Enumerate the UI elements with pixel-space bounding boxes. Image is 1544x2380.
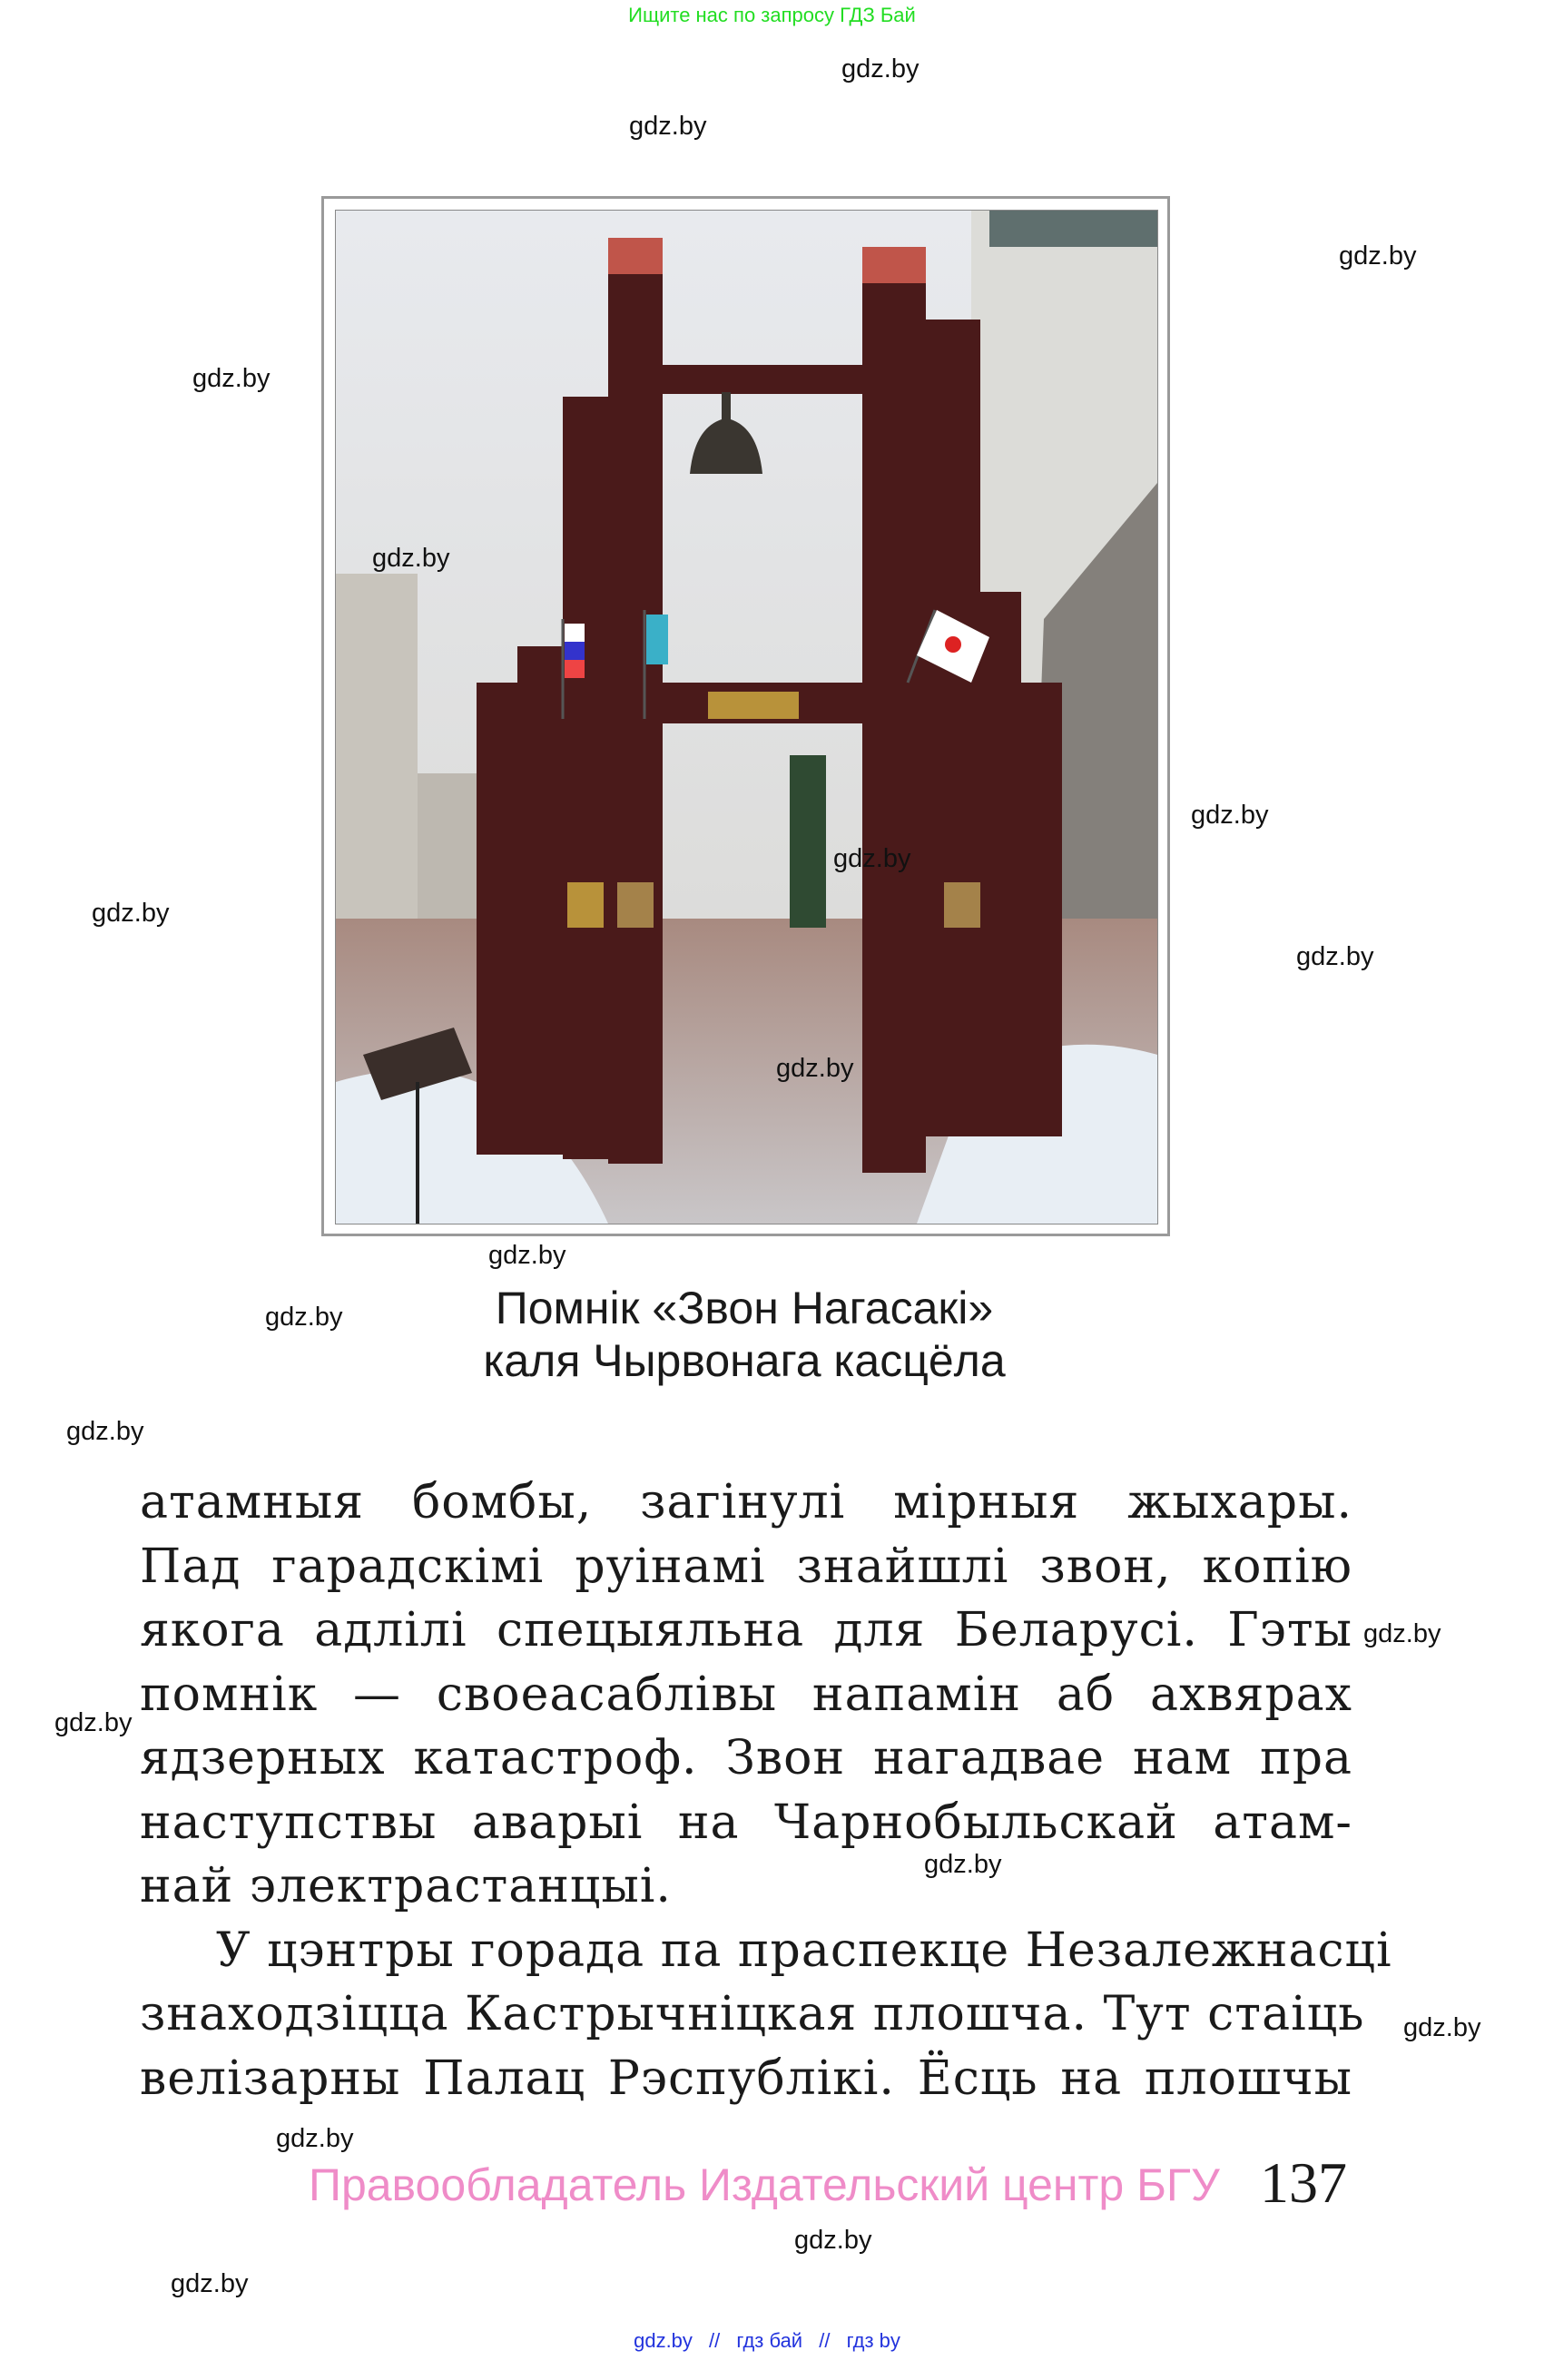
watermark: gdz.by <box>776 1054 854 1083</box>
watermark: gdz.by <box>924 1850 1002 1879</box>
body-text-line: якога адлілі спецыяльна для Беларусі. Гэты <box>140 1603 1352 1657</box>
watermark: gdz.by <box>1296 942 1374 971</box>
photo-caption-line2: каля Чырвонага касцёла <box>483 1335 1006 1386</box>
watermark: gdz.by <box>488 1241 566 1270</box>
watermark: gdz.by <box>372 544 450 573</box>
body-text-line: най электрастанцыі. <box>140 1859 672 1913</box>
watermark: gdz.by <box>192 364 270 393</box>
nagasaki-bell-monument-image <box>336 211 1157 1224</box>
copyright-notice: Правообладатель Издательский центр БГУ <box>309 2159 1220 2210</box>
watermark: gdz.by <box>1403 2013 1481 2042</box>
watermark: gdz.by <box>794 2226 872 2255</box>
footer-links <box>0 2329 1534 2353</box>
watermark: gdz.by <box>276 2124 354 2153</box>
watermark: gdz.by <box>66 1417 144 1446</box>
watermark: gdz.by <box>171 2269 249 2298</box>
footer-separator: // <box>819 2329 831 2352</box>
body-text-line: У цэнтры горада па праспекце Незалежнасці <box>216 1923 1392 1978</box>
watermark: gdz.by <box>1191 801 1269 830</box>
body-text-line: знаходзіцца Кастрычніцкая плошча. Тут стаіць <box>140 1987 1365 2041</box>
watermark: gdz.by <box>54 1708 133 1737</box>
photo-caption-line1: Помнік «Звон Нагасакі» <box>495 1283 994 1333</box>
watermark: gdz.by <box>265 1303 343 1332</box>
watermark: gdz.by <box>629 112 707 141</box>
search-banner: Ищите нас по запросу ГДЗ Бай <box>628 4 916 26</box>
watermark: gdz.by <box>841 54 920 84</box>
footer-link[interactable]: gdz.by <box>634 2329 693 2352</box>
body-text-line: велізарны Палац Рэспублікі. Ёсць на плошчы <box>140 2051 1352 2106</box>
monument-photo <box>335 210 1158 1224</box>
body-text-line: атамныя бомбы, загінулі мірныя жыхары. <box>140 1475 1352 1529</box>
body-text-line: наступствы аварыі на Чарнобыльскай атам- <box>140 1795 1352 1850</box>
footer-link[interactable]: гдз бай <box>736 2329 803 2352</box>
body-text-line: помнік — своеасаблівы напамін аб ахвярах <box>140 1667 1352 1722</box>
body-text-line: ядзерных катастроф. Звон нагадвае нам пра <box>140 1731 1352 1785</box>
watermark: gdz.by <box>833 844 911 873</box>
watermark: gdz.by <box>92 899 170 928</box>
footer-link[interactable]: гдз by <box>846 2329 900 2352</box>
body-text-line: Пад гарадскімі руінамі знайшлі звон, копію <box>140 1539 1352 1594</box>
footer-separator: // <box>709 2329 721 2352</box>
watermark: gdz.by <box>1339 241 1417 270</box>
page-number: 137 <box>1260 2150 1347 2215</box>
watermark: gdz.by <box>1363 1619 1441 1648</box>
photo-frame <box>321 196 1170 1236</box>
